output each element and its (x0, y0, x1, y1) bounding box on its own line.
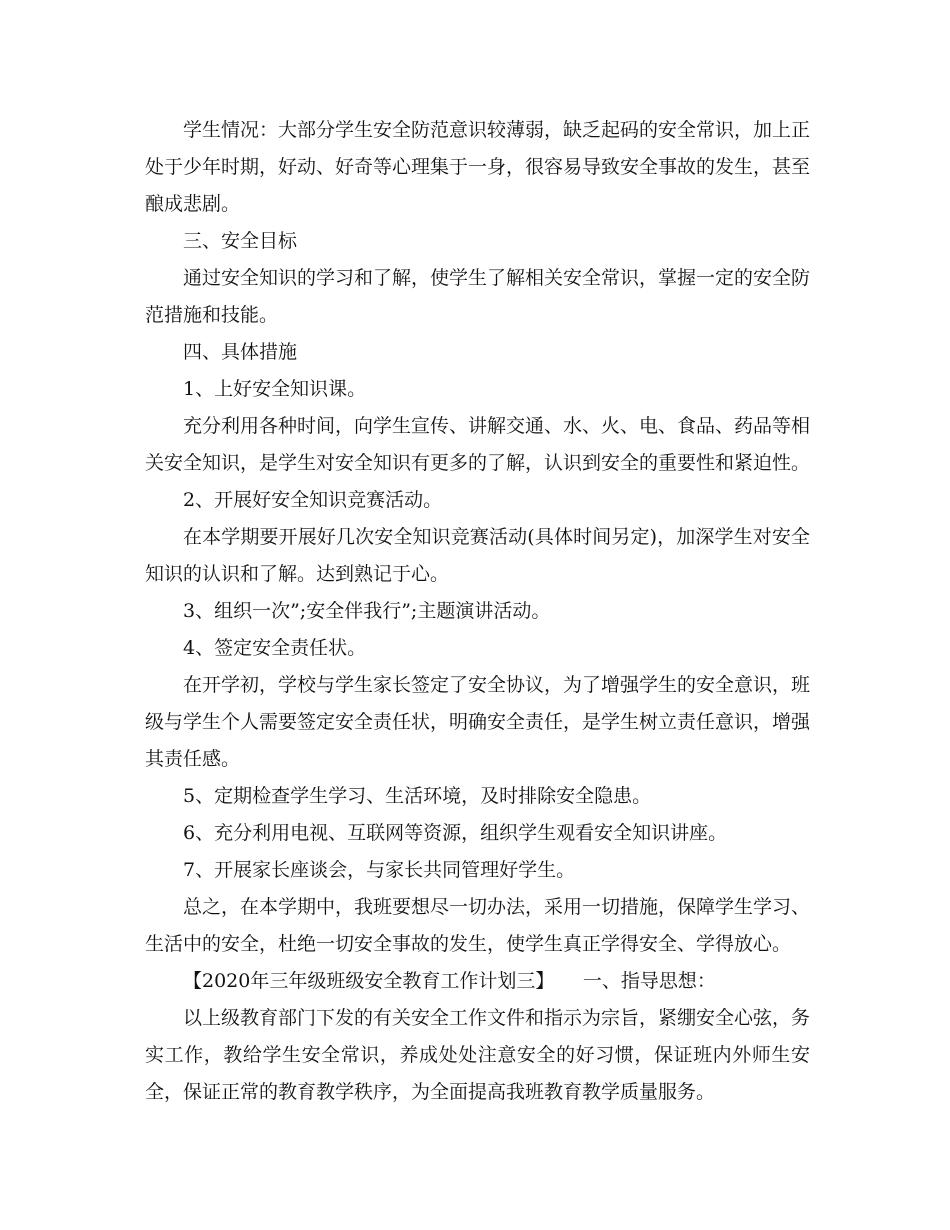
heading-safety-goals: 三、安全目标 (183, 230, 298, 252)
paragraph-conclusion: 总之，在本学期中，我班要想尽一切办法，采用一切措施，保障学生学习、生活中的安全，杜绝一切安全事故的发生，使学生真正学得安全、学得放心。 (145, 896, 811, 955)
measure-item-5: 5、定期检查学生学习、生活环境，及时排除安全隐患。 (183, 785, 652, 807)
measure-item-1: 1、上好安全知识课。 (183, 378, 367, 400)
paragraph-safety-goals: 通过安全知识的学习和了解，使学生了解相关安全常识，掌握一定的安全防范措施和技能。 (145, 267, 811, 326)
heading-specific-measures: 四、具体措施 (183, 341, 298, 363)
measure-item-2: 2、开展好安全知识竞赛活动。 (183, 489, 443, 511)
paragraph-guiding-ideology: 以上级教育部门下发的有关安全工作文件和指示为宗旨，紧绷安全心弦，务实工作，教给学生安全常识，养成处处注意安全的好习惯，保证班内外师生安全，保证正常的教育教学秩序，为全面提高我班教育教学质量服务。 (145, 1007, 811, 1103)
heading-plan-three: 【2020年三年级班级安全教育工作计划三】 一、指导思想： (183, 970, 716, 992)
paragraph-measure-1: 充分利用各种时间，向学生宣传、讲解交通、水、火、电、食品、药品等相关安全知识，是学生对安全知识有更多的了解，认识到安全的重要性和紧迫性。 (145, 415, 811, 474)
paragraph-measure-4: 在开学初，学校与学生家长签定了安全协议，为了增强学生的安全意识，班级与学生个人需要签定安全责任状，明确安全责任，是学生树立责任意识，增强其责任感。 (145, 674, 811, 770)
measure-item-7: 7、开展家长座谈会，与家长共同管理好学生。 (183, 859, 576, 881)
document-body (145, 112, 810, 1111)
measure-item-6: 6、充分利用电视、互联网等资源，组织学生观看安全知识讲座。 (183, 822, 728, 844)
measure-item-3: 3、组织一次”;安全伴我行”;主题演讲活动。 (183, 600, 551, 622)
paragraph-student-situation: 学生情况：大部分学生安全防范意识较薄弱，缺乏起码的安全常识，加上正处于少年时期，好动、好奇等心理集于一身，很容易导致安全事故的发生，甚至酿成悲剧。 (145, 119, 811, 215)
measure-item-4: 4、签定安全责任状。 (183, 637, 367, 659)
paragraph-measure-2: 在本学期要开展好几次安全知识竞赛活动(具体时间另定)，加深学生对安全知识的认识和了解。达到熟记于心。 (145, 526, 810, 585)
